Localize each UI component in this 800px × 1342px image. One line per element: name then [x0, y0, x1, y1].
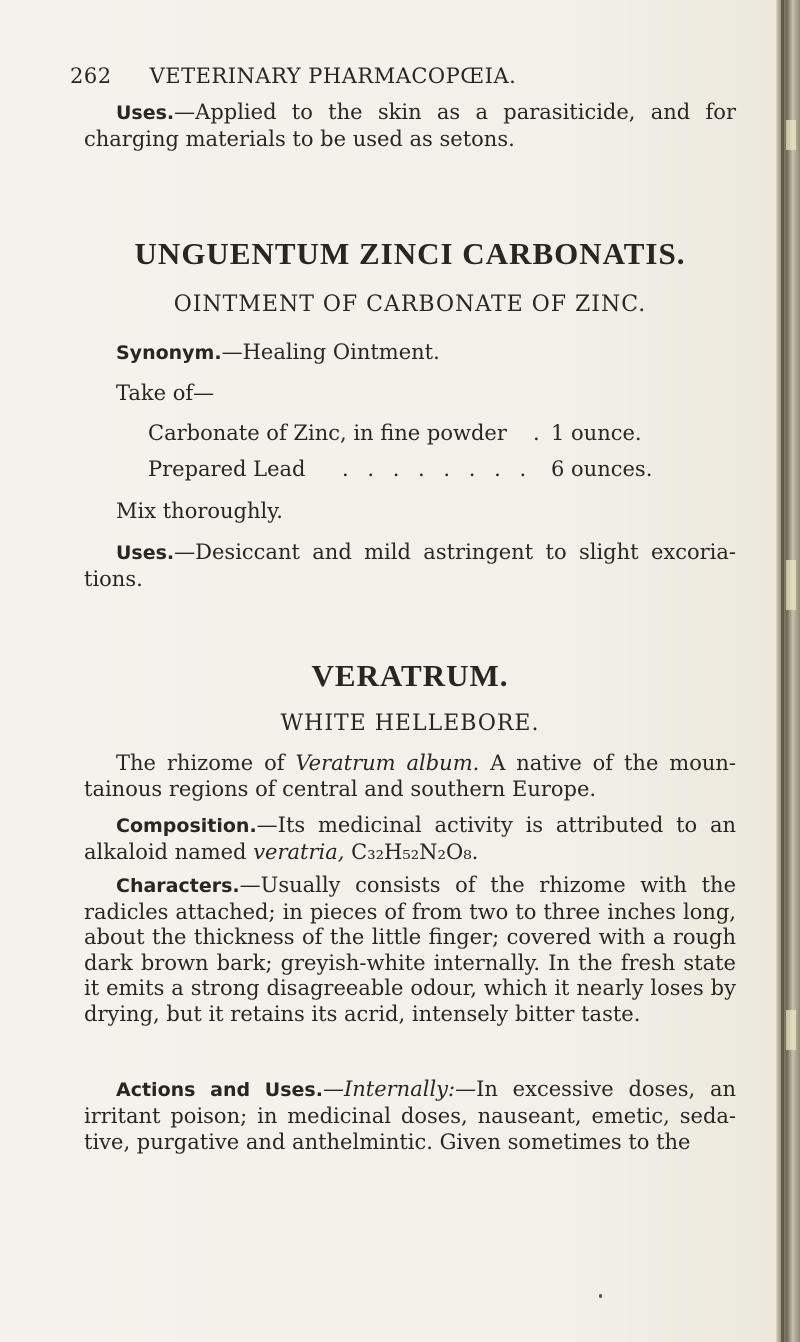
synonym-line: [116, 340, 440, 364]
composition-paragraph: [84, 812, 736, 865]
section-subheading: WHITE HELLEBORE.: [280, 711, 540, 736]
ingredient-quantity: 6 ounces.: [551, 457, 653, 481]
description-text: A native of the moun-tainous regions of central and southern Europe.: [84, 751, 736, 801]
botanical-name: Veratrum album.: [295, 751, 480, 775]
uses-label: Uses.: [116, 542, 175, 564]
ingredient-leader: .: [533, 421, 546, 445]
page-number: 262: [70, 64, 112, 88]
chemical-formula: C₃₂H₅₂N₂O₈.: [351, 840, 479, 864]
actions-label: Actions and Uses.: [116, 1079, 323, 1101]
synonym-text: —Healing Ointment.: [221, 340, 440, 364]
composition-label: Composition.: [116, 815, 257, 837]
characters-paragraph: [84, 873, 736, 1028]
uses-label: Uses.: [116, 102, 175, 124]
uses-text: —Applied to the skin as a parasiticide, and for charging materials to be used as setons.: [84, 100, 736, 151]
ink-speck: [599, 1294, 602, 1298]
ingredient-quantity: 1 ounce.: [551, 421, 642, 445]
binding-highlight: [786, 120, 796, 150]
synonym-label: Synonym.: [116, 342, 222, 364]
binding-highlight: [786, 1010, 796, 1050]
ingredient-name: Prepared Lead: [148, 457, 306, 481]
binding-shadow-line: [781, 0, 784, 1342]
section-subheading: OINTMENT OF CARBONATE OF ZINC.: [173, 292, 647, 317]
ingredient-name: Carbonate of Zinc, in fine powder: [148, 421, 507, 445]
page-binding-edge: [776, 0, 800, 1342]
description-paragraph: [84, 750, 736, 802]
running-title: VETERINARY PHARMACOPŒIA.: [149, 64, 517, 88]
ingredient-leader: . . . . . . . .: [342, 457, 533, 481]
take-of-line: Take of—: [116, 381, 215, 405]
alkaloid-name: veratria,: [253, 840, 345, 864]
mix-line: Mix thoroughly.: [116, 499, 283, 523]
composition-text: —Its medicinal activity is attributed to an alkaloid named: [84, 813, 736, 864]
description-text: The rhizome of: [116, 751, 296, 775]
binding-highlight: [786, 560, 796, 610]
characters-text: —Usually consists of the rhizome with the radicles attached; in pieces of from two to three inches long, about the thickness of the little finger; covered with a rough dark brown bark; greyish-white internally. In the fresh state it emits a strong disagreeable odour, which it nearly loses by drying, but it retains its acrid, intensely bitter taste.: [84, 873, 736, 1026]
uses-paragraph: [84, 539, 736, 592]
section-heading: VERATRUM.: [311, 658, 509, 693]
characters-label: Characters.: [116, 875, 240, 897]
actions-text: —In excessive doses, an irritant poison; in medicinal doses, nauseant, emetic, seda-tive, purgative and anthelmintic. Given sometimes to the: [84, 1077, 737, 1154]
section-heading: UNGUENTUM ZINCI CARBONATIS.: [134, 236, 686, 271]
running-head: [70, 64, 516, 88]
actions-paragraph: [84, 1076, 736, 1155]
uses-text: —Desiccant and mild astringent to slight excoria-tions.: [84, 540, 736, 591]
actions-subhead: —Internally:: [322, 1077, 456, 1101]
uses-paragraph: [84, 99, 736, 152]
